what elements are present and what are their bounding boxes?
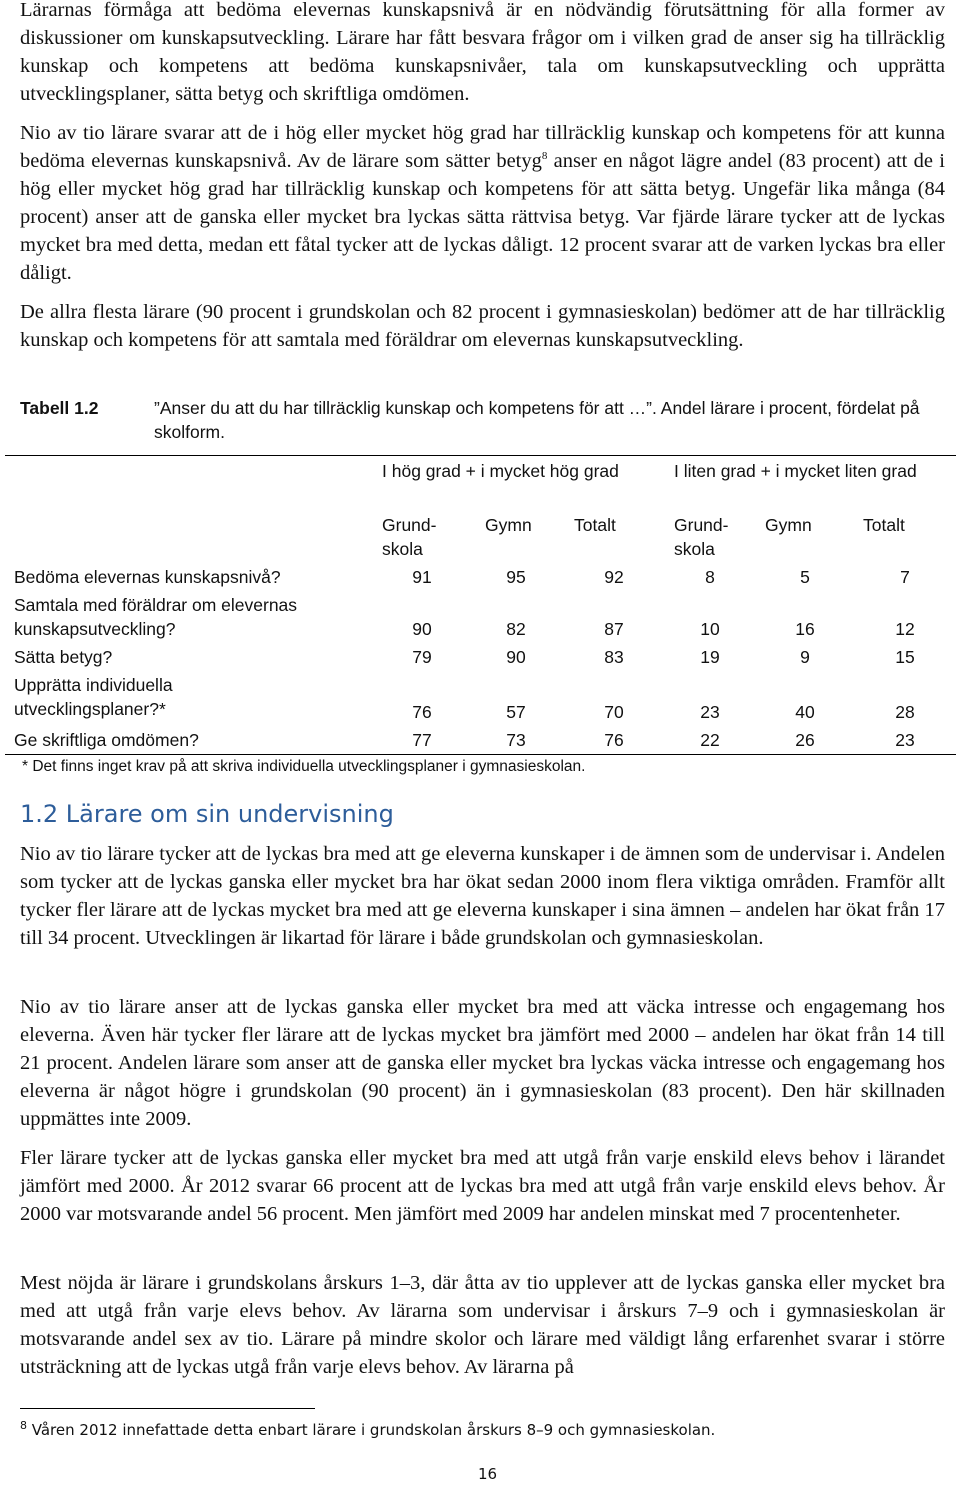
table-cell: 73 [506, 730, 526, 750]
row-label: Bedöma elevernas kunskapsnivå? [14, 567, 281, 587]
table-footnote: * Det finns inget krav på att skriva individuella utvecklingsplaner i gymnasieskolan. [22, 758, 586, 775]
paragraph-teaching: Nio av tio lärare tycker att de lyckas bra med att ge eleverna kunskaper i de ämnen som de undervisar i. Andelen som tycker att de lyckas ganska eller mycket bra har ökat sedan 2000 inom flera viktiga områden. Framför allt tycker fler lärare att de lyckas mycket bra med att ge eleverna kunskaper i sina ämnen – andelen har ökat från 17 till 34 procent. Utvecklingen är likartad för lärare i både grundskolan och gymnasieskolan. [20, 843, 945, 949]
row-label: Ge skriftliga omdömen? [14, 730, 199, 750]
paragraph-assessment-part2: anser en något lägre andel (83 procent) att de i hög eller mycket hög grad har tillräcklig kunskap och kompetens för att sätta betyg. Ungefär lika många (84 procent) anser att de ganska eller mycket bra lyckas sätta rättvisa betyg. Var fjärde lärare tycker att de lyckas mycket bra med detta, medan ett fåtal tycker att de lyckas dåligt. 12 procent svarar att de varken lyckas bra eller dåligt. [20, 150, 945, 284]
table-cell: 23 [700, 702, 720, 722]
table-cell: 57 [506, 702, 526, 722]
paragraph-engagement: Nio av tio lärare anser att de lyckas ganska eller mycket bra med att väcka intresse och engagemang hos eleverna. Även här tycker fler lärare att de lyckas mycket bra jämfört med 2000 – andelen har ökat från 14 till 21 procent. Andelen lärare som anser att de ganska eller mycket bra lyckas väcka intresse och engagemang hos eleverna är något högre i grundskolan (90 procent) än i gymnasieskolan (83 procent). Den här skillnaden uppmättes inte 2009. [20, 996, 945, 1130]
paragraph-intro: Lärarnas förmåga att bedöma elevernas kunskapsnivå är en nödvändig förutsättning för alla former av diskussioner om kunskapsutveckling. Lärare har fått besvara frågor om i vilken grad de anser sig ha tillräcklig kunskap och kompetens att bedöma kunskapsnivåer, tala om kunskapsutveckling och upprätta utvecklingsplaner, sätta betyg och skriftliga omdömen. [20, 0, 945, 105]
col-header-grundskola-high: Grund-skola [382, 515, 437, 559]
table-cell: 28 [895, 702, 915, 722]
section-heading: 1.2 Lärare om sin undervisning [20, 800, 394, 828]
paragraph-assessment-part1: Nio av tio lärare svarar att de i hög eller mycket hög grad har tillräcklig kunskap och kompetens för att kunna bedöma elevernas kunskapsnivå. Av de lärare som sätter betyg [20, 122, 945, 172]
table-cell: 90 [412, 619, 432, 639]
table-cell: 90 [506, 647, 526, 667]
table-cell: 9 [800, 647, 810, 667]
table-cell: 77 [412, 730, 432, 750]
paragraph-individual-needs: Fler lärare tycker att de lyckas ganska eller mycket bra med att utgå från varje enskild elevs behov i lärandet jämfört med 2000. År 2012 svarar 66 procent att de lyckas bra med att utgå från varje enskild elevs behov. År 2000 var motsvarande andel 56 procent. Men jämfört med 2009 har andelen minskat med 7 procentenheter. [20, 1147, 945, 1225]
page-number: 16 [477, 1465, 498, 1483]
footnote-ref-8[interactable]: 8 [541, 150, 548, 162]
table-cell: 40 [795, 702, 815, 722]
table-cell: 76 [412, 702, 432, 722]
table-cell: 8 [705, 567, 715, 587]
table-cell: 76 [604, 730, 624, 750]
paragraph-parents: De allra flesta lärare (90 procent i grundskolan och 82 procent i gymnasieskolan) bedömer att de har tillräcklig kunskap och kompetens för att samtala med föräldrar om elevernas kunskapsutveckling. [20, 301, 945, 351]
table-cell: 95 [506, 567, 526, 587]
table-cell: 16 [795, 619, 815, 639]
col-header-gymn-high: Gymn [485, 515, 532, 535]
table-cell: 91 [412, 567, 432, 587]
row-label: Samtala med föräldrar om elevernas kunskapsutveckling? [14, 595, 298, 639]
footnote-8 [20, 1418, 715, 1442]
footnote-text: Våren 2012 innefattade detta enbart lärare i grundskolan årskurs 8–9 och gymnasieskolan. [27, 1421, 716, 1439]
col-header-totalt-low: Totalt [863, 515, 905, 535]
table-cell: 87 [604, 619, 624, 639]
table-caption-text: ”Anser du att du har tillräcklig kunskap och kompetens för att …”. Andel lärare i procent, fördelat på skolform. [154, 398, 920, 442]
table-cell: 23 [895, 730, 915, 750]
col-header-grundskola-low: Grund-skola [674, 515, 729, 559]
table-cell: 79 [412, 647, 432, 667]
column-group-high: I hög grad + i mycket hög grad [382, 461, 619, 481]
table-cell: 7 [900, 567, 910, 587]
table-cell: 5 [800, 567, 810, 587]
table-cell: 92 [604, 567, 624, 587]
data-table [5, 455, 956, 755]
footnote-divider [20, 1408, 315, 1409]
row-label: Sätta betyg? [14, 647, 113, 667]
table-cell: 19 [700, 647, 720, 667]
table-cell: 15 [895, 647, 915, 667]
table-cell: 82 [506, 619, 526, 639]
table-cell: 10 [700, 619, 720, 639]
table-cell: 83 [604, 647, 624, 667]
paragraph-assessment [20, 119, 945, 287]
column-group-low: I liten grad + i mycket liten grad [674, 461, 917, 481]
row-label: Upprätta individuella utvecklingsplaner?* [14, 675, 173, 719]
footnote-number: 8 [20, 1419, 27, 1432]
table-cell: 12 [895, 619, 915, 639]
table-cell: 22 [700, 730, 720, 750]
table-label: Tabell 1.2 [20, 398, 99, 418]
col-header-totalt-high: Totalt [574, 515, 616, 535]
table-cell: 70 [604, 702, 624, 722]
col-header-gymn-low: Gymn [765, 515, 812, 535]
paragraph-satisfaction: Mest nöjda är lärare i grundskolans årskurs 1–3, där åtta av tio upplever att de lyckas ganska eller mycket bra med att utgå från varje elevs behov. Av lärarna som undervisar i årskurs 7–9 och i gymnasieskolan är motsvarande andel sex av tio. Lärare på mindre skolor och lärare med väldigt lång erfarenhet svarar i större utsträckning att de lyckas utgå från varje elevs behov. Av lärarna på [20, 1272, 945, 1378]
table-cell: 26 [795, 730, 815, 750]
